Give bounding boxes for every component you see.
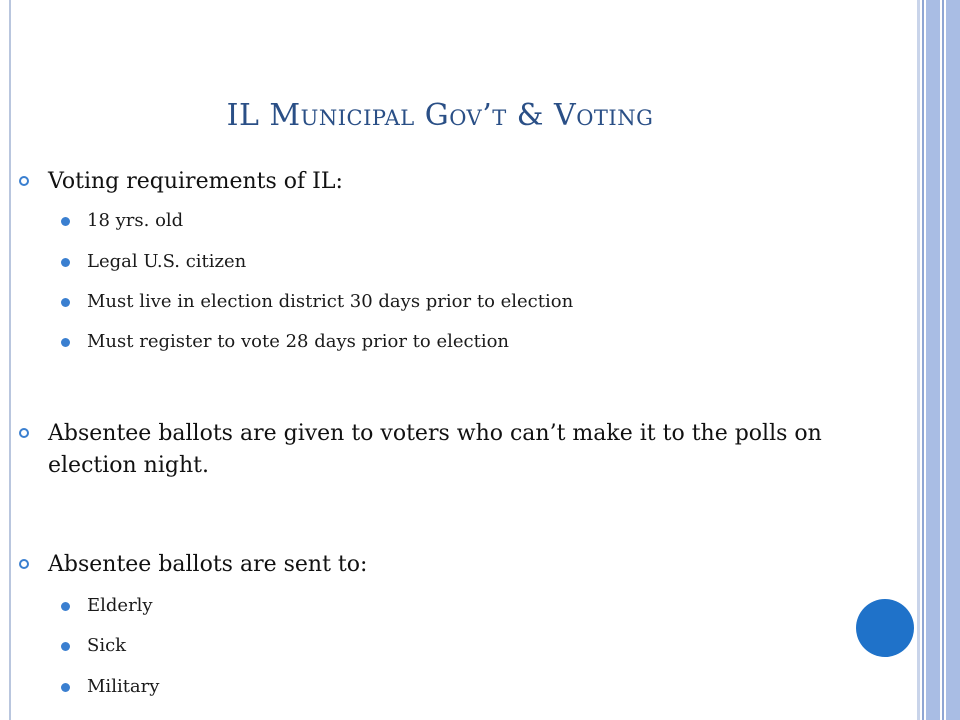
section-heading-voting-requirements [48,166,848,198]
section-heading-text: Voting requirements of IL: [48,169,343,194]
list-item [87,290,847,314]
list-item [87,634,847,658]
list-item-text: Elderly [87,595,153,616]
dot-bullet-icon [61,217,70,226]
dot-bullet-icon [61,338,70,347]
decorative-circle-icon [856,599,914,657]
list-item-text: Sick [87,635,127,656]
list-item [87,675,847,699]
slide-title: IL Municipal Gov’t & Voting [226,98,654,133]
list-item-text: Must live in election district 30 days prior to election [87,291,574,312]
list-item-text: Military [87,676,160,697]
dot-bullet-icon [61,602,70,611]
list-item [87,330,847,354]
ring-bullet-icon [19,428,29,438]
section-heading-absentee-sent-to [48,549,848,581]
ring-bullet-icon [19,176,29,186]
dot-bullet-icon [61,683,70,692]
list-item-text: Legal U.S. citizen [87,251,247,272]
list-item [87,594,847,618]
dot-bullet-icon [61,298,70,307]
section-heading-absentee-given [48,418,838,482]
section-heading-text: Absentee ballots are given to voters who can’t make it to the polls on election night. [48,421,822,478]
list-item [87,209,847,233]
list-item-text: 18 yrs. old [87,210,184,231]
right-frame-stripes [917,0,960,720]
dot-bullet-icon [61,258,70,267]
section-heading-text: Absentee ballots are sent to: [48,552,368,577]
list-item-text: Must register to vote 28 days prior to election [87,331,510,352]
ring-bullet-icon [19,559,29,569]
dot-bullet-icon [61,642,70,651]
list-item [87,250,847,274]
